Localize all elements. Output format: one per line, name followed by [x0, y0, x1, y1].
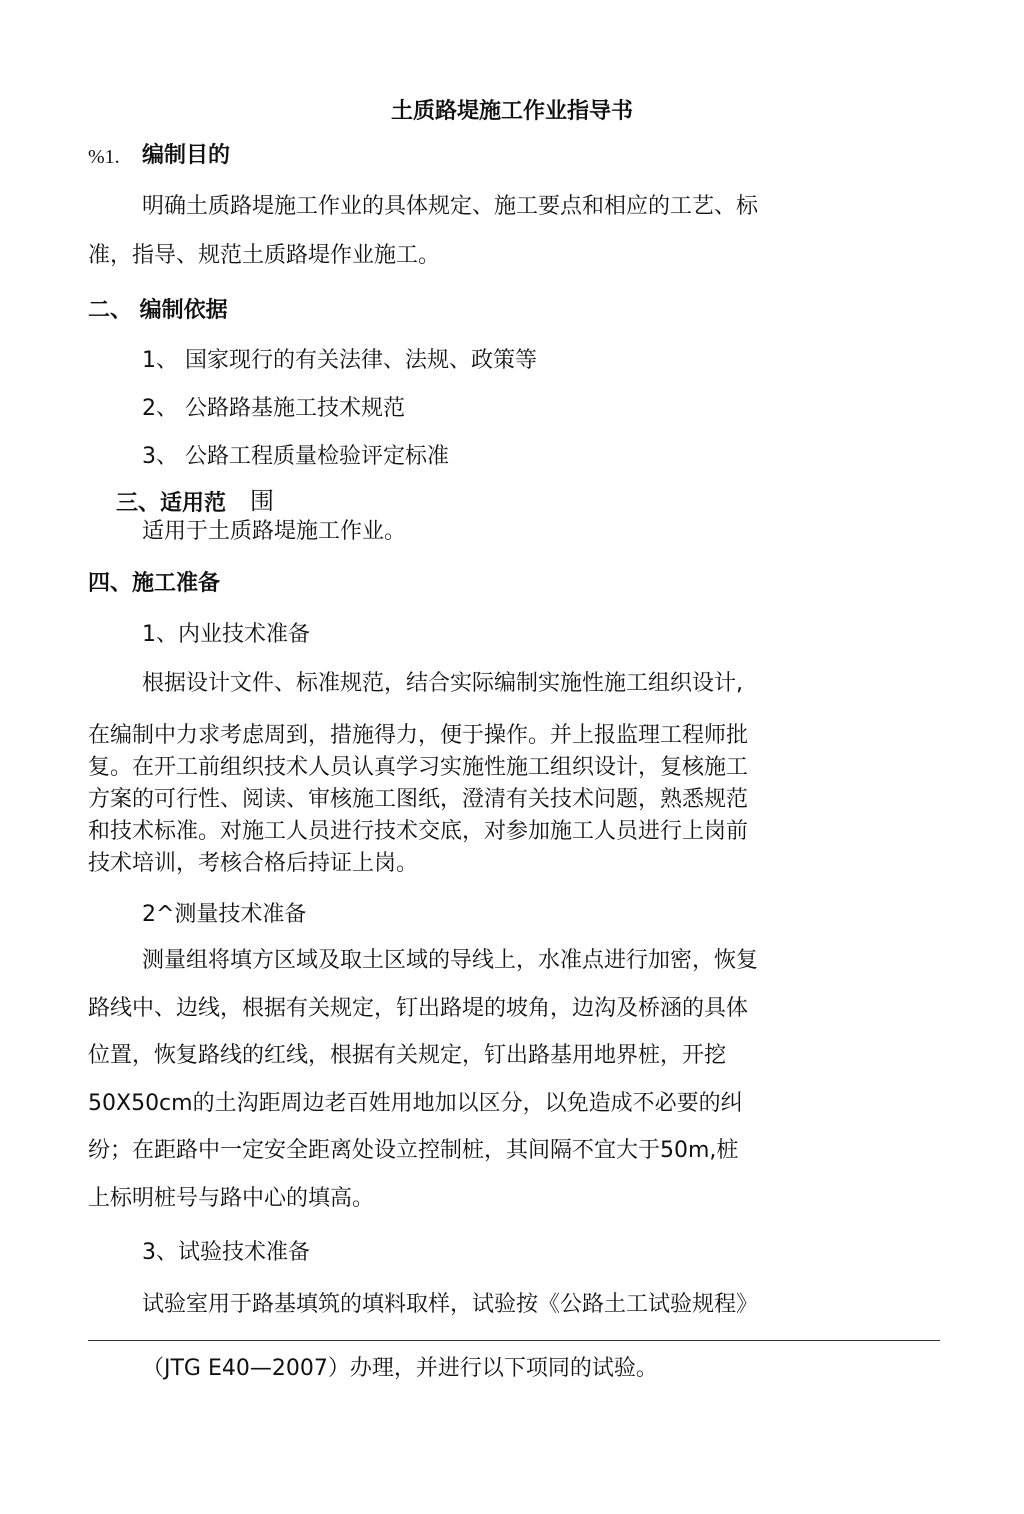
paragraph-line: 准，指导、规范土质路堤作业施工。: [88, 243, 441, 268]
section-3-heading: 三、适用范: [116, 491, 227, 516]
paragraph-line: 根据设计文件、标准规范，结合实际编制实施性施工组织设计,: [142, 671, 743, 696]
continued-line: （JTG E40—2007）办理，并进行以下项同的试验。: [142, 1356, 658, 1381]
paragraph-line: 测量组将填方区域及取土区域的导线上，水准点进行加密，恢复: [142, 948, 759, 973]
paragraph-line: 明确土质路堤施工作业的具体规定、施工要点和相应的工艺、标: [142, 194, 759, 219]
list-item: 1、 国家现行的有关法律、法规、政策等: [142, 348, 537, 373]
paragraph-line: 方案的可行性、阅读、审核施工图纸，澄清有关技术问题，熟悉规范: [88, 787, 749, 812]
section-1-heading: 编制目的: [142, 143, 231, 168]
paragraph-line: 适用于土质路堤施工作业。: [142, 519, 407, 544]
paragraph-line: 试验室用于路基填筑的填料取样，试验按《公路土工试验规程》: [142, 1292, 759, 1317]
section-1-number: %1.: [88, 146, 120, 168]
document-title: 土质路堤施工作业指导书: [390, 99, 633, 124]
paragraph-line: 技术培训，考核合格后持证上岗。: [88, 851, 419, 876]
paragraph-line: 50X50cm的土沟距周边老百姓用地加以区分，以免造成不必要的纠: [88, 1091, 743, 1116]
subsection-heading: 1、内业技术准备: [142, 622, 310, 647]
paragraph-line: 和技术标准。对施工人员进行技术交底，对参加施工人员进行上岗前: [88, 819, 749, 844]
paragraph-line: 复。在开工前组织技术人员认真学习实施性施工组织设计，复核施工: [88, 755, 749, 780]
paragraph-line: 纷；在距路中一定安全距离处设立控制桩，其间隔不宜大于50m,桩: [88, 1138, 739, 1163]
paragraph-line: 路线中、边线，根据有关规定，钉出路堤的坡角，边沟及桥涵的具体: [88, 996, 749, 1021]
paragraph-line: 位置，恢复路线的红线，根据有关规定，钉出路基用地界桩，开挖: [88, 1043, 727, 1068]
section-4-heading: 四、施工准备: [88, 571, 221, 596]
paragraph-line: 在编制中力求考虑周到，措施得力，便于操作。并上报监理工程师批: [88, 723, 749, 748]
subsection-heading: 2^测量技术准备: [142, 902, 307, 927]
subsection-heading: 3、试验技术准备: [142, 1240, 310, 1265]
list-item: 2、 公路路基施工技术规范: [142, 396, 405, 421]
list-item: 3、 公路工程质量检验评定标准: [142, 444, 449, 469]
section-3-heading-tail: 围: [250, 487, 274, 515]
section-2-heading: 二、 编制依据: [88, 298, 228, 323]
page-divider: [88, 1340, 940, 1341]
paragraph-line: 上标明桩号与路中心的填高。: [88, 1186, 375, 1211]
